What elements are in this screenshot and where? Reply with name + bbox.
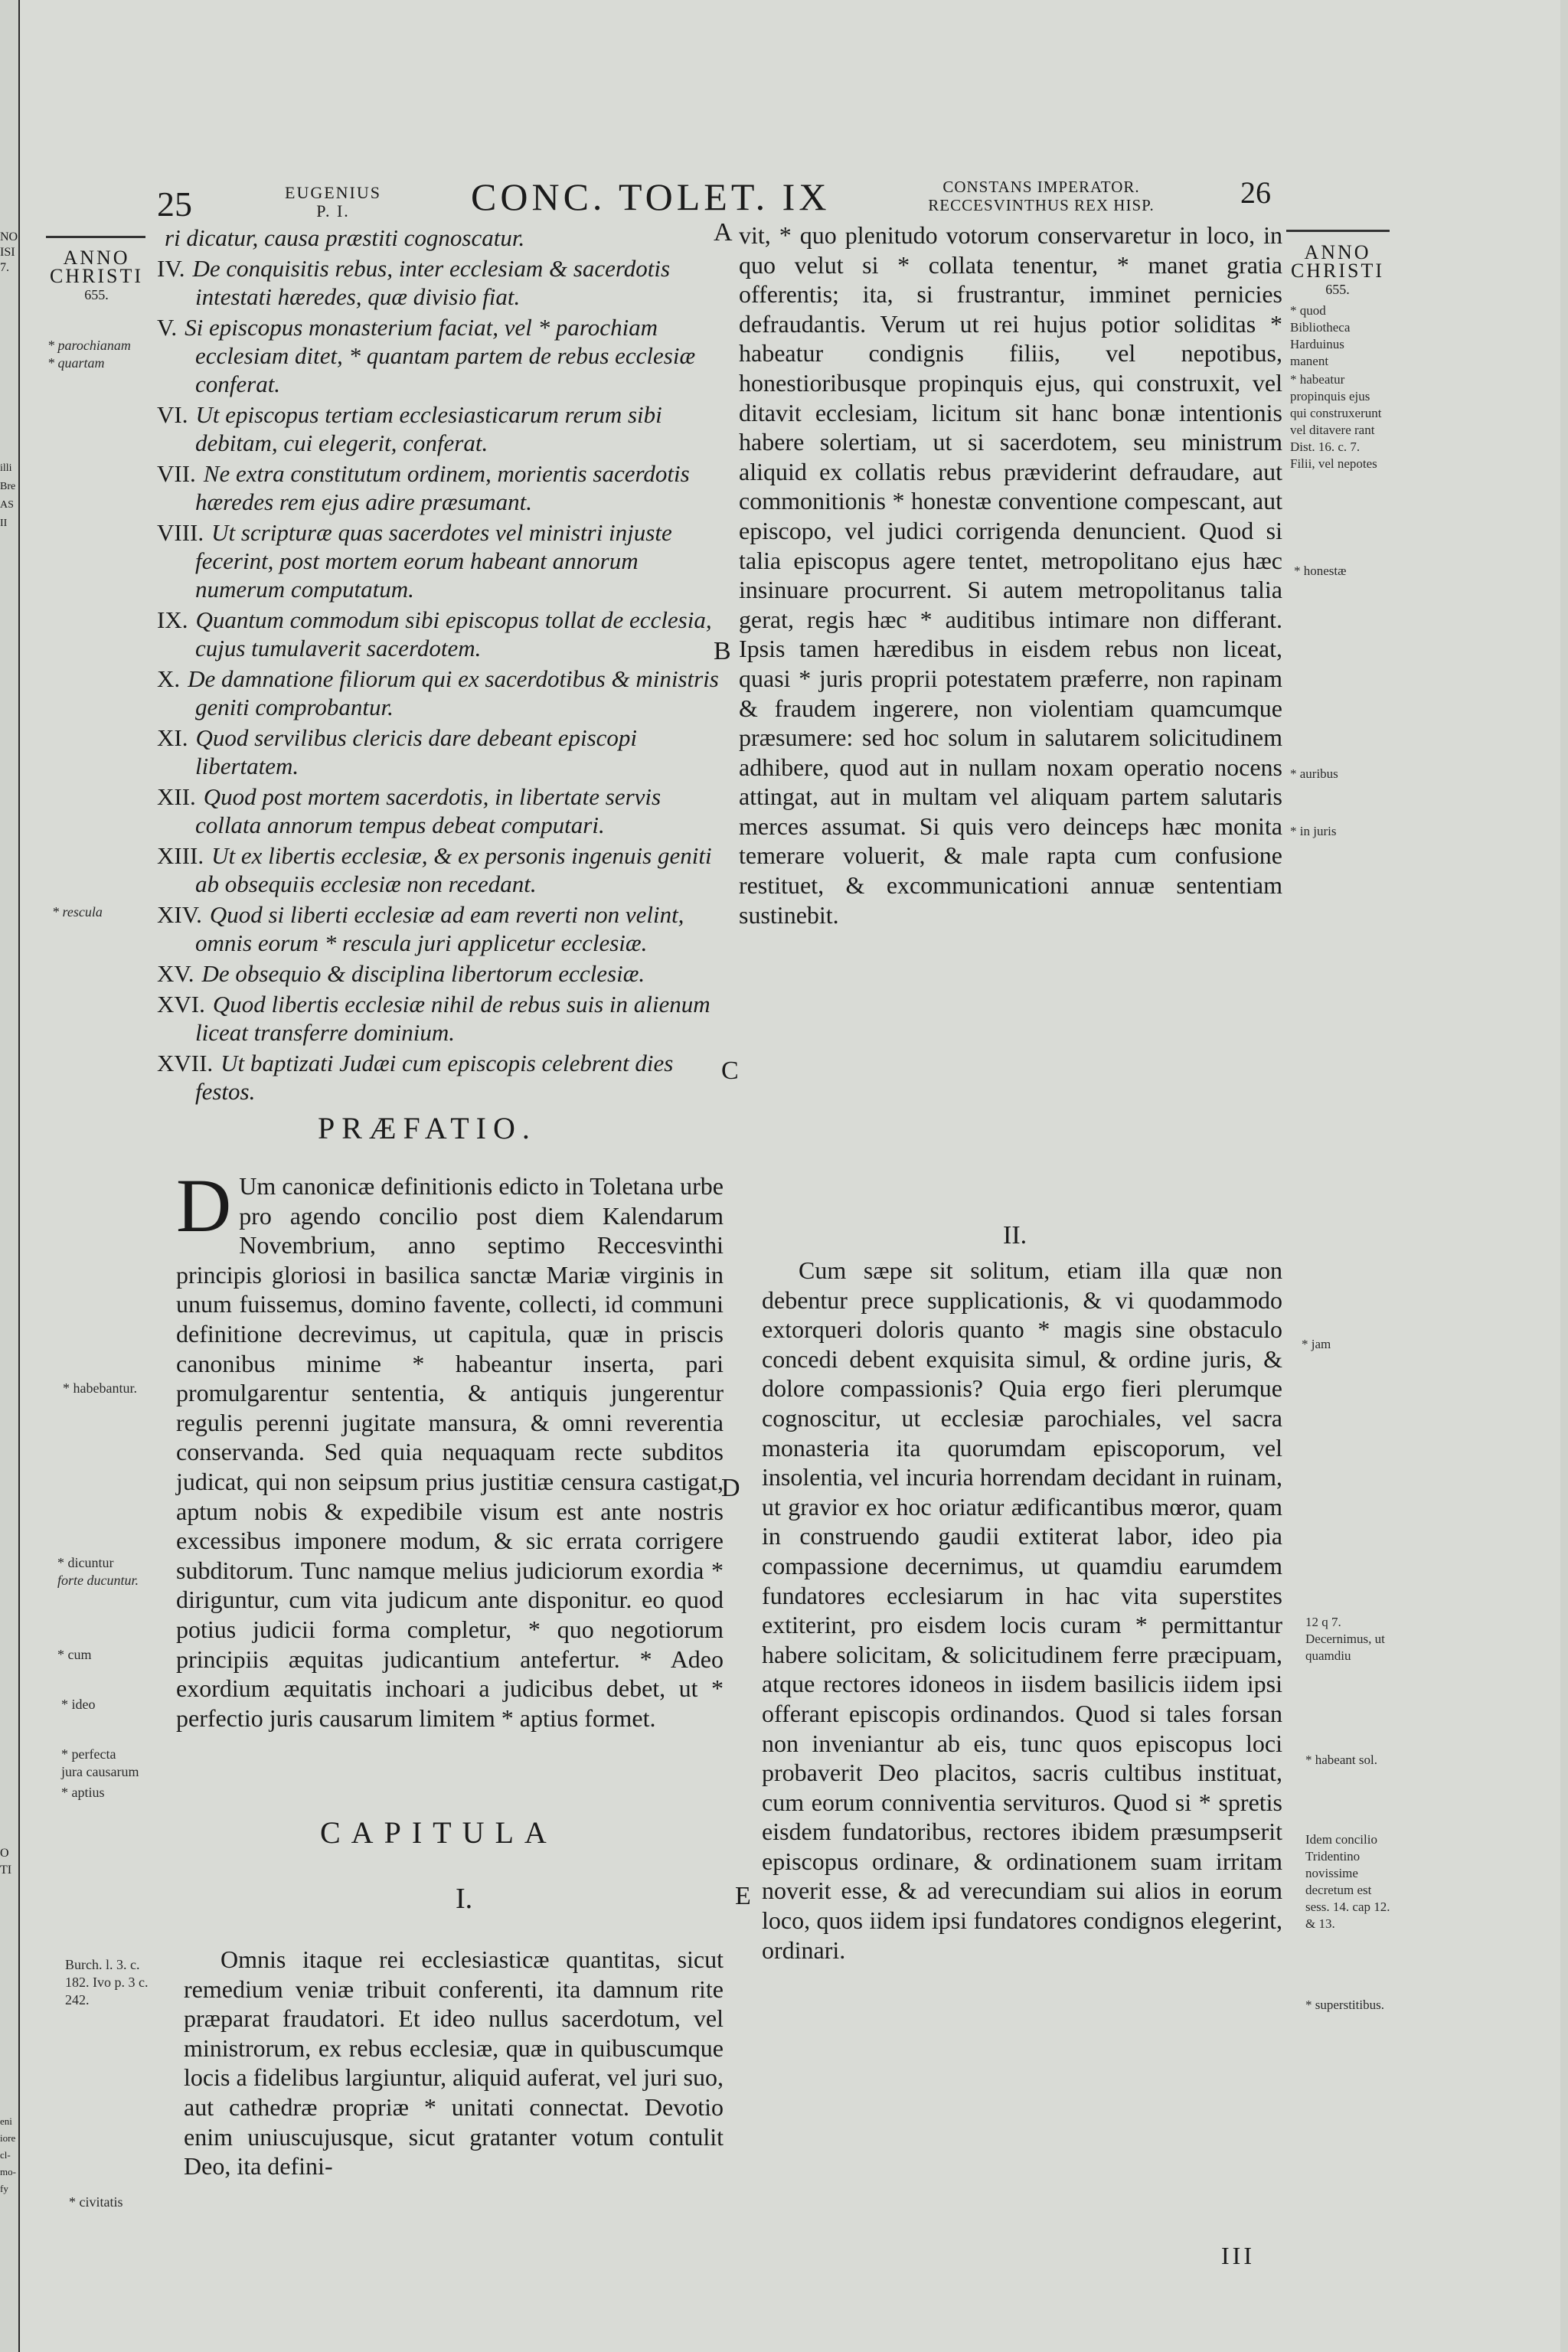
chapter-list-item: X. De damnatione filiorum qui ex sacerdotibus & ministris geniti comprobantur. — [157, 665, 719, 720]
chapter-list-item: XII. Quod post mortem sacerdotis, in libertate servis collata annorum tempus debeat computari. — [157, 783, 662, 838]
margin-note: 12 q 7. Decernimus, ut quamdiu — [1305, 1615, 1385, 1663]
chapter-list-item: IV. De conquisitis rebus, inter ecclesiam & sacerdotis intestati hæredes, quæ divisio fiat. — [157, 255, 671, 310]
right-column-text: vit, * quo plenitudo votorum conservaretur in loco, in quo velut si * collata tenentur, * manet gratia offerentis; ita, si frustrantur, imminet pernicies defraudantis. Verum ut rei hujus potior soliditas * habeatur condignis filiis, vel nepotibus, honestioribusque propinquis ejus, qui construxit, vel ditavit ecclesiam, licitum sit hanc bonæ intentionis habere solertiam, ut si sacerdotem, seu ministrum aliquid ex collatis rebus præviderint defraudare, aut commonitionis * honestæ conventione compescant, aut episcopo, vel judici corrigenda denuncient. Quod si talia episcopus agere tentet, metropolitano ejus hæc insinuare procurrent. Si autem metropolitanus talia gerat, regis hæc * auditibus intimare non differant. Ipsis tamen hæredibus in eisdem rebus non liceat, quasi * juris proprii potestatem præferre, non rapinam & fraudem ingerere, non violentiam quamcumque præsumere: sed hoc solum in salutarem solicitudinem adhibere, quod aut in nullam noxam operatio nocens attingat, aut in multam vel aliquam partem salutaris merces assumat. Si quis vero deinceps hæc monita temerare voluerit, & male rapta cum confusione restituet, & excommunicationi annuæ sententiam sustinebit. — [739, 221, 1282, 929]
margin-note: * superstitibus. — [1305, 1998, 1384, 2012]
adjacent-page-fragment: eni iore cl- mo- fy — [0, 2115, 16, 2194]
chapter-list-item: XVI. Quod libertis ecclesiæ nihil de rebus suis in alienum liceat transferre dominium. — [157, 991, 710, 1046]
margin-note: * habeatur propinquis ejus qui construxerunt vel ditavere rant Dist. 16. c. 7. Filii, vel nepotes — [1290, 372, 1382, 471]
page-number-left: 25 — [157, 185, 192, 224]
running-head-left: EUGENIUS P. I. — [285, 183, 381, 220]
prefatio-heading: PRÆFATIO. — [318, 1111, 537, 1145]
margin-note: * quod Bibliotheca Harduinus manent — [1290, 303, 1351, 368]
margin-note: * honestæ — [1294, 564, 1347, 578]
margin-note: * auribus — [1290, 766, 1338, 781]
chapter-list-item: VII. Ne extra constitutum ordinem, morientis sacerdotis hæredes rem ejus adire præsumant. — [157, 460, 690, 515]
margin-note: Burch. l. 3. c. 182. Ivo p. 3 c. 242. — [65, 1957, 149, 2007]
running-title: CONC. TOLET. IX — [471, 175, 831, 218]
chapter-list-item: VIII. Ut scripturæ quas sacerdotes vel ministri injuste fecerint, post mortem eorum habeant annorum numerum computatum. — [157, 519, 672, 603]
year-box-rule — [1286, 230, 1390, 232]
margin-note: * cum — [57, 1647, 92, 1662]
year-box-right: ANNO CHRISTI 655. — [1290, 241, 1385, 297]
margin-note: * in juris — [1290, 824, 1337, 838]
column-marker: B — [714, 637, 731, 665]
margin-note: * perfecta — [61, 1746, 116, 1762]
chapter-list-item: VI. Ut episcopus tertiam ecclesiasticarum rerum sibi debitam, cui elegerit, conferat. — [157, 401, 662, 456]
adjacent-page-fragment: O TI — [0, 1847, 12, 1877]
column-marker: D — [721, 1474, 740, 1502]
margin-note: jura causarum — [61, 1764, 139, 1779]
drop-cap: D — [176, 1163, 232, 1248]
margin-note: * aptius — [61, 1785, 105, 1800]
margin-note: * resculа — [52, 904, 103, 920]
margin-note: * habeant sol. — [1305, 1753, 1377, 1767]
chapter-list-item: XI. Quod servilibus clericis dare debeant episcopi libertatem. — [157, 724, 638, 779]
margin-note: * dicuntur — [57, 1555, 114, 1570]
column-marker: C — [721, 1057, 739, 1085]
margin-note: * quartam — [47, 355, 105, 371]
margin-note: * ideo — [61, 1697, 96, 1712]
chapter-list-item: XIII. Ut ex libertis ecclesiæ, & ex personis ingenuis geniti ab obsequiis ecclesiæ non recedant. — [157, 842, 712, 897]
year-box-rule — [46, 236, 145, 238]
chapter-one-text: Omnis itaque rei ecclesiasticæ quantitas, sicut remedium veniæ tribuit conferenti, ita damnum rite præparat fraudatori. Et ideo nullus sacerdotum, vel ministrorum, ex rebus ecclesiæ, quæ in quibuscumque locis a fidelibus largiuntur, aliquid auferat, vel juri suo, aut cathedræ propriæ * unitati connectat. Devotio enim uniuscujusque, sicut gratanter votum contulit Deo, ita defini- — [184, 1945, 724, 2180]
margin-note: forte ducuntur. — [57, 1573, 139, 1588]
margin-note: * jam — [1302, 1337, 1331, 1351]
chapter-list-item: IX. Quantum commodum sibi episcopus tollat de ecclesia, cujus tumulaverit sacerdotem. — [157, 606, 712, 662]
chapter-list-item: ri dicatur, causa præstiti cognoscatur. — [165, 224, 525, 251]
margin-note: * civitatis — [69, 2194, 123, 2210]
right-page-edge — [1560, 0, 1568, 2352]
prefatio-text: D Um canonicæ definitionis edicto in Toletana urbe pro agendo concilio post diem Kalendarum Novembrium, anno septimo Reccesvinthi principis gloriosi in basilica sanctæ Mariæ virginis in unum fuissemus, domino favente, collecti, id communi definitione decrevimus, ut capitula, quæ in priscis canonibus minime * habeantur inserta, pari promulgarentur sententia, & antiquis jungerentur regulis perenni jugitate mansura, & omni reverentia conservanda. Sed quia nequaquam recte subditos judicat, qui non seipsum prius justitiæ censura castigat, aptum nobis & expedibile visum est ante nostris excessibus imponere modum, & sic errata corrigere subditorum. Tunc namque melius judiciorum exordia * diriguntur, cum vita judicum ante disponitur. eo quod potius judicii forma completur, * quo negotiorum principiis æquitas judicantium antefertur. * Adeo exordium æquitatis inchoari a judicibus debet, ut * perfectio juris causarum limitem * aptius formet. — [176, 1163, 724, 1732]
chapter-number: II. — [1003, 1221, 1027, 1250]
capitula-heading: CAPITULA — [320, 1815, 557, 1850]
margin-note: Idem concilio Tridentino novissime decretum est sess. 14. cap 12. & 13. — [1305, 1832, 1390, 1931]
page-number-right: 26 — [1240, 175, 1271, 210]
year-box-left: ANNO CHRISTI 655. — [49, 247, 144, 302]
adjacent-page-fragment: illi Bre AS II — [0, 462, 16, 529]
chapter-list — [157, 224, 724, 1138]
margin-note: * parochianam — [47, 338, 131, 353]
column-marker: E — [735, 1882, 751, 1910]
column-marker: A — [714, 218, 733, 247]
left-page-edge — [0, 0, 20, 2352]
chapter-list-item: V. Si episcopus monasterium faciat, vel * parochiam ecclesiam ditet, * quantam partem de rebus ecclesiæ conferat. — [157, 314, 696, 397]
signature-mark: III — [1221, 2242, 1255, 2269]
chapter-two-text: Cum sæpe sit solitum, etiam illa quæ non debentur prece supplicationis, & vi quodammodo extorqueri doloris quanto * magis sine obstaculo concedi debent exquisita simul, & ordine juris, & dolore compassionis? Quia ergo fieri plerumque cognoscitur, ut ecclesiæ parochiales, vel sacra monasteria ita quorumdam episcoporum, vel insolentia, vel incuria horrendam decidant in ruinam, ut gravior ex hoc oriatur ædificantibus mœror, quam in construendo gaudii extiterat labor, ideo pia compassione decernimus, ut quamdiu earumdem fundatores ecclesiarum in hac vita superstites extiterint, pro eisdem locis curam * permittantur habere solicitam, & solicitudinem ferre præcipuam, atque rectores idoneos in iisdem basilicis iidem ipsi offerant episcopis ordinandos. Quod si tales forsan non inveniantur ab eis, tunc quos episcopus loci probaverit Deo placitos, sacris cultibus instituat, cum eorum conniventia servituros. Quod si * spretis eisdem fundatoribus, rectores ibidem præsumpserit episcopus ordinare, & ordinationem suam irritam noverit esse, & ad verecundiam sui alios in eorum loco, quos iidem ipsi fundatores condignos elegerint, ordinari. — [762, 1256, 1282, 1964]
chapter-list-item: XVII. Ut baptizati Judæi cum episcopis celebrent dies festos. — [157, 1050, 674, 1105]
margin-note: * habebantur. — [63, 1380, 137, 1396]
chapter-number: I. — [456, 1883, 473, 1915]
running-head-right: CONSTANS IMPERATOR. RECCESVINTHUS REX HISP. — [928, 178, 1155, 214]
chapter-list-item: XV. De obsequio & disciplina libertorum ecclesiæ. — [157, 960, 645, 987]
adjacent-page-fragment: NO ISI 7. — [0, 230, 18, 274]
chapter-list-item: XIV. Quod si liberti ecclesiæ ad eam reverti non velint, omnis eorum * resculа juri applicetur ecclesiæ. — [157, 901, 684, 956]
